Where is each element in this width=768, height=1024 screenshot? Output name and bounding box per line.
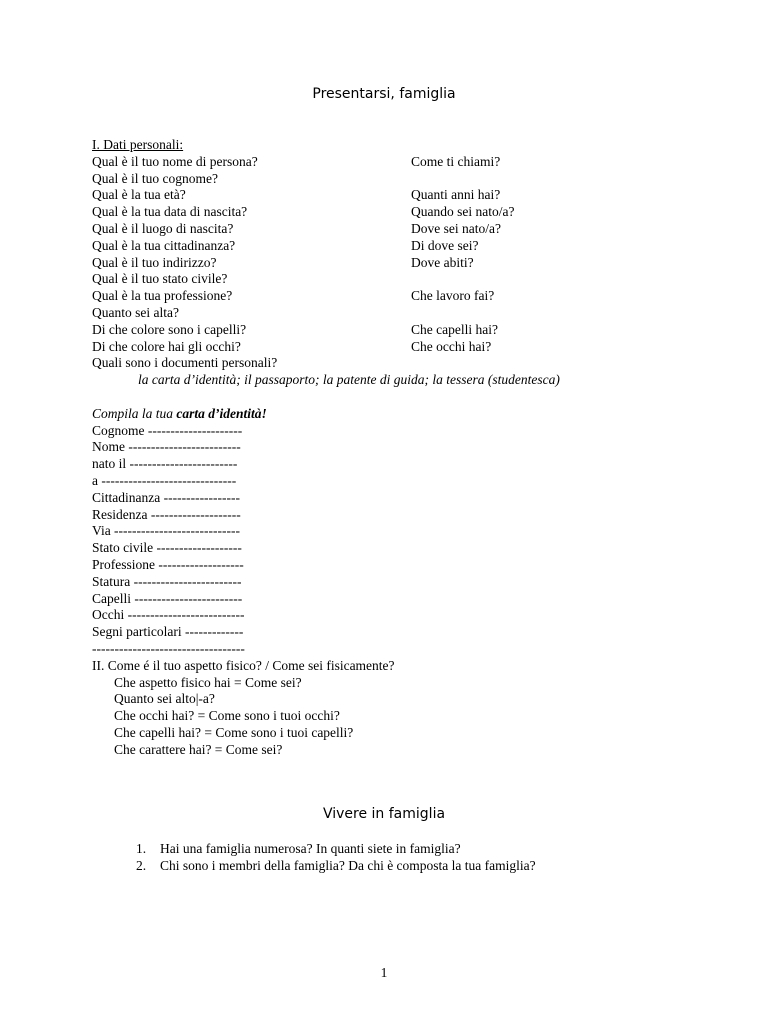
form-field: Stato civile ------------------- [92, 540, 242, 556]
page-title: Presentarsi, famiglia [312, 86, 456, 102]
list-item [92, 858, 692, 875]
question-formal: Di che colore sono i capelli? [92, 321, 247, 337]
list-item [92, 841, 692, 858]
form-intro-text: Compila la tua [92, 405, 177, 421]
question-list [92, 154, 560, 372]
question-informal: Di dove sei? [411, 237, 479, 253]
question-formal: Di che colore hai gli occhi? [92, 338, 241, 354]
appearance-question: Che occhi hai? = Come sono i tuoi occhi? [114, 708, 340, 724]
documents-list: la carta d’identità; il passaporto; la patente di guida; la tessera (studentesca) [138, 372, 560, 388]
appearance-question: Che aspetto fisico hai = Come sei? [114, 674, 302, 690]
question-formal: Qual è la tua cittadinanza? [92, 237, 236, 253]
question-row [92, 171, 560, 188]
list-text: Hai una famiglia numerosa? In quanti siete in famiglia? [160, 841, 461, 856]
appearance-question: Quanto sei alto|-a? [114, 691, 215, 707]
list-number: 2. [136, 857, 147, 873]
page-number: 1 [380, 965, 388, 980]
appearance-questions [92, 675, 560, 759]
form-field: Residenza -------------------- [92, 506, 241, 522]
form-field: Segni particolari ------------- [92, 624, 244, 640]
family-questions-list [92, 841, 692, 875]
form-intro [92, 406, 560, 423]
question-formal: Qual è la tua data di nascita? [92, 204, 248, 220]
question-formal: Qual è il tuo nome di persona? [92, 153, 258, 169]
form-field: Cognome --------------------- [92, 422, 243, 438]
question-informal: Quando sei nato/a? [411, 204, 515, 220]
question-informal: Che capelli hai? [411, 321, 498, 337]
question-informal: Che occhi hai? [411, 338, 492, 354]
question-row [92, 288, 560, 305]
question-row [92, 271, 560, 288]
form-field: Nome ------------------------- [92, 439, 241, 455]
list-text: Chi sono i membri della famiglia? Da chi è composta la tua famiglia? [160, 857, 536, 873]
form-field: Occhi -------------------------- [92, 607, 245, 623]
form-field: Capelli ------------------------ [92, 590, 243, 606]
question-formal: Qual è il tuo cognome? [92, 170, 218, 186]
question-formal: Qual è il tuo indirizzo? [92, 254, 217, 270]
question-formal: Quali sono i documenti personali? [92, 355, 278, 371]
section-title-family: Vivere in famiglia [322, 806, 446, 822]
form-field: Statura ------------------------ [92, 573, 242, 589]
question-row [92, 255, 560, 272]
form-field: Cittadinanza ----------------- [92, 489, 241, 505]
question-row [92, 221, 560, 238]
section-heading: I. Dati personali: [92, 137, 184, 152]
question-formal: Qual è la tua professione? [92, 288, 233, 304]
appearance-question: Che carattere hai? = Come sei? [114, 741, 283, 757]
question-formal: Qual è il luogo di nascita? [92, 220, 234, 236]
question-formal: Qual è la tua età? [92, 187, 186, 203]
section-heading-2: II. Come é il tuo aspetto fisico? / Come sei fisicamente? [92, 657, 395, 673]
question-informal: Che lavoro fai? [411, 288, 495, 304]
form-field: Via ---------------------------- [92, 523, 240, 539]
question-row [92, 322, 560, 339]
question-row [92, 355, 560, 372]
id-card-form [92, 423, 560, 658]
form-intro-bold: carta d’identità! [176, 405, 267, 421]
form-field: Professione ------------------- [92, 556, 244, 572]
question-row [92, 305, 560, 322]
question-informal: Come ti chiami? [411, 153, 501, 169]
personal-data-section [92, 137, 560, 758]
form-field: a ------------------------------ [92, 472, 237, 488]
question-informal: Quanti anni hai? [411, 187, 501, 203]
question-informal: Dove sei nato/a? [411, 220, 501, 236]
form-field: ---------------------------------- [92, 640, 245, 656]
question-informal: Dove abiti? [411, 254, 474, 270]
question-row [92, 339, 560, 356]
form-field: nato il ------------------------ [92, 456, 238, 472]
question-row [92, 187, 560, 204]
question-formal: Qual è il tuo stato civile? [92, 271, 228, 287]
appearance-question: Che capelli hai? = Come sono i tuoi capelli? [114, 724, 354, 740]
question-row [92, 238, 560, 255]
question-row [92, 154, 560, 171]
question-row [92, 204, 560, 221]
list-number: 1. [136, 841, 147, 856]
question-formal: Quanto sei alta? [92, 304, 179, 320]
